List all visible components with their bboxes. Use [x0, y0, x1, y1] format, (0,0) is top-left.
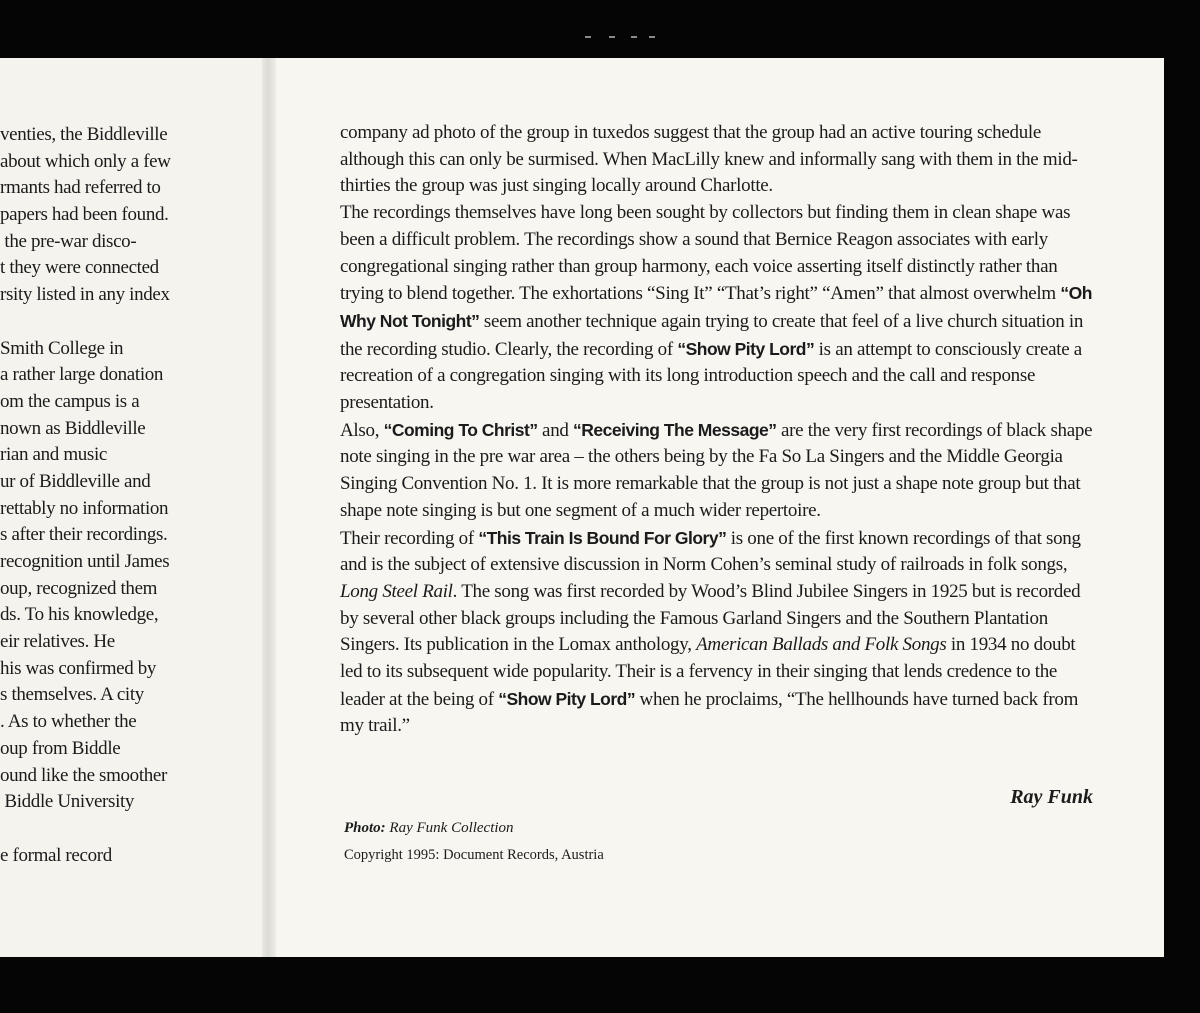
photo-credit-text: Ray Funk Collection [385, 820, 514, 836]
song-title: “Coming To Christ” [383, 419, 538, 440]
left-column-line: s themselves. A city [0, 684, 144, 706]
page-fold [262, 58, 276, 957]
text-run: and [537, 419, 574, 441]
scan-specks [585, 36, 665, 40]
left-column-line [0, 816, 262, 843]
paragraph-3 [340, 417, 1100, 525]
text-run: The recordings themselves have long been sought by collectors but finding them in clean shape was been a difficult problem. The recordings show a sound that Bernice Reagon associates with early congregational singing rather than group harmony, each voice asserting itself distinctly rather than trying to blend together. The exhortations “Sing It” “That’s right” “Amen” that almost overwhelm [340, 202, 1071, 305]
left-column-line: rmants had referred to [0, 177, 161, 199]
left-column-line: venties, the Biddleville [0, 124, 168, 145]
left-column-line: a rather large donation [0, 364, 164, 386]
left-column-line: e formal record [0, 844, 112, 866]
left-column-line: about which only a few [0, 150, 171, 172]
left-column-line: rsity listed in any index [0, 284, 170, 306]
left-column-line: rian and music [0, 444, 107, 466]
text-run: are the very first recordings of black shape note singing in the pre war area – the others being by the Fa So La Singers and the Middle Georgia Singing Convention No. 1. It is more remarkable that the group is not just a shape note group but that shape note singing is but one segment of a much wider repertoire. [340, 419, 1093, 521]
paragraph-1: company ad photo of the group in tuxedos suggest that the group had an active touring schedule although this can only be surmised. When MacLilly knew and informally sang with them in the mid-thirties the group was just singing locally around Charlotte. [340, 122, 1078, 197]
paragraph-4 [340, 525, 1100, 741]
song-title: “Show Pity Lord” [677, 338, 815, 359]
text-run: Their recording of [340, 527, 479, 549]
song-title: “Oh Why Not Tonight” [340, 283, 1092, 331]
left-column-line: . As to whether the [0, 711, 137, 733]
left-column-line: nown as Biddleville [0, 417, 146, 439]
left-column-line: papers had been found. [0, 204, 169, 226]
left-column-line [0, 309, 262, 336]
left-column-line: rettably no information [0, 497, 169, 519]
song-title: “Show Pity Lord” [498, 688, 636, 709]
scan-speck [631, 36, 637, 38]
left-column-line: oup, recognized them [0, 577, 158, 599]
text-run: Also, [340, 419, 384, 441]
paragraph-2 [340, 200, 1100, 417]
left-column-line: eir relatives. He [0, 631, 115, 653]
left-column-line: Biddle University [0, 791, 135, 813]
photo-credit [344, 820, 514, 837]
book-title: American Ballads and Folk Songs [696, 634, 947, 656]
text-run: is an attempt to consciously create a recreation of a congregation singing with its long introduction speech and the call and response presentation. [340, 338, 1082, 414]
left-column-line: t they were connected [0, 257, 159, 279]
left-column-line: recognition until James [0, 551, 170, 572]
left-column-line: Smith College in [0, 337, 124, 359]
main-body-text [340, 120, 1100, 740]
left-column-line: the pre-war disco- [0, 230, 137, 252]
left-column-line: his was confirmed by [0, 657, 157, 679]
text-run: when he proclaims, “The hellhounds have turned back from my trail.” [340, 688, 1079, 737]
scan-speck [649, 36, 655, 38]
song-title: “Receiving The Message” [573, 419, 777, 440]
left-column-line: ur of Biddleville and [0, 470, 151, 492]
copyright-notice: Copyright 1995: Document Records, Austria [344, 847, 604, 863]
author-signature: Ray Funk [1010, 786, 1093, 808]
text-run: is one of the first known recordings of that song and is the subject of extensive discussion in Norm Cohen’s seminal study of railroads in folk songs, [340, 527, 1081, 576]
left-column-text [0, 122, 262, 869]
left-column-line: s after their recordings. [0, 524, 168, 546]
text-run: . The song was first recorded by Wood’s Blind Jubilee Singers in 1925 but is recorded by several other black groups including the Famous Garland Singers and the Southern Plantation Singers. Its publication in the Lomax anthology, [340, 580, 1081, 656]
scan-speck [585, 36, 591, 38]
text-run: seem another technique again trying to create that feel of a live church situation in the recording studio. Clearly, the recording of [340, 310, 1084, 360]
left-column-line: oup from Biddle [0, 737, 121, 759]
left-column-line: om the campus is a [0, 390, 140, 412]
left-column-line: ds. To his knowledge, [0, 604, 159, 626]
book-title: Long Steel Rail [340, 580, 453, 602]
left-column-line: ound like the smoother [0, 764, 167, 786]
photo-label: Photo: [344, 820, 386, 836]
scan-speck [609, 36, 615, 38]
song-title: “This Train Is Bound For Glory” [478, 527, 727, 548]
text-run: in 1934 no doubt led to its subsequent wide popularity. Their is a fervency in their singing that lends credence to the leader at the being of [340, 634, 1076, 710]
